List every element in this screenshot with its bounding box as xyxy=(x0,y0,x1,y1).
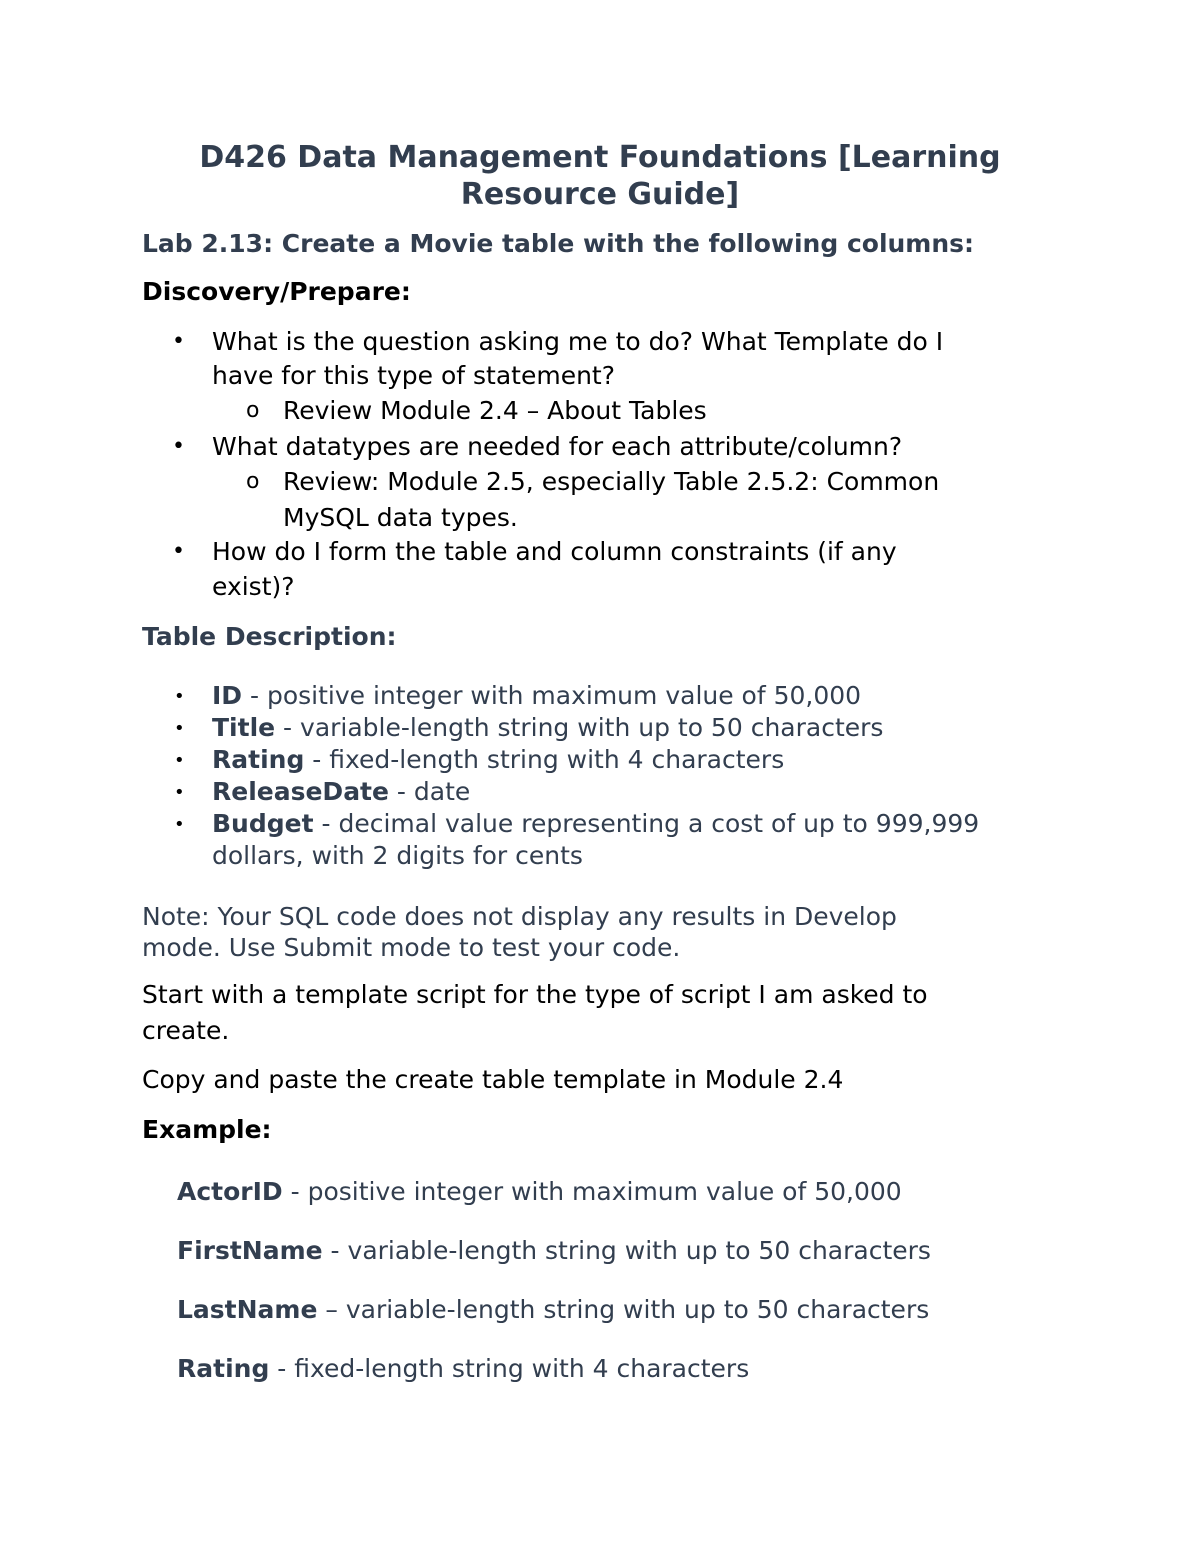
bullet-marker: • xyxy=(174,750,185,771)
example-column xyxy=(177,1293,929,1327)
column-name: ReleaseDate xyxy=(212,777,389,806)
column-description xyxy=(212,712,883,744)
bullet-marker: • xyxy=(174,782,185,803)
bullet-marker: • xyxy=(172,329,185,354)
column-name: Budget xyxy=(212,809,314,838)
column-desc: - decimal value representing a cost of up to 999,999 xyxy=(313,809,980,838)
example-column-desc: - fixed-length string with 4 characters xyxy=(269,1354,750,1383)
column-desc-continued: dollars, with 2 digits for cents xyxy=(212,841,583,870)
note-text: Note: Your SQL code does not display any results in Develop xyxy=(142,902,897,931)
example-column-name: FirstName xyxy=(177,1236,323,1265)
example-column-name: Rating xyxy=(177,1354,270,1383)
bullet-marker: • xyxy=(174,686,185,707)
column-description xyxy=(212,808,979,840)
discovery-item-text: What is the question asking me to do? What Template do I xyxy=(212,327,944,356)
example-column-name: LastName xyxy=(177,1295,318,1324)
bullet-marker: • xyxy=(174,718,185,739)
example-column xyxy=(177,1352,749,1386)
example-column xyxy=(177,1234,931,1268)
example-column-name: ActorID xyxy=(177,1177,283,1206)
bullet-marker: • xyxy=(172,434,185,459)
column-name: Title xyxy=(212,713,276,742)
discovery-item-text: have for this type of statement? xyxy=(212,361,615,390)
column-description xyxy=(212,776,470,808)
discovery-item-text: exist)? xyxy=(212,572,295,601)
instruction-text: Start with a template script for the type of script I am asked to xyxy=(142,980,928,1009)
discovery-subitem-text: MySQL data types. xyxy=(283,503,518,532)
bullet-marker: • xyxy=(172,539,185,564)
example-column-desc: – variable-length string with up to 50 characters xyxy=(317,1295,930,1324)
sub-bullet-marker: o xyxy=(246,398,260,423)
column-name: ID xyxy=(212,681,243,710)
page-title: D426 Data Management Foundations [Learning Resource Guide] xyxy=(199,140,1001,212)
table-description-heading: Table Description: xyxy=(142,622,397,651)
discovery-subitem-text: Review Module 2.4 – About Tables xyxy=(283,396,707,425)
example-column xyxy=(177,1175,902,1209)
example-heading: Example: xyxy=(142,1115,272,1144)
column-desc: - fixed-length string with 4 characters xyxy=(304,745,785,774)
column-desc: - date xyxy=(388,777,471,806)
discovery-item-text: What datatypes are needed for each attribute/column? xyxy=(212,432,903,461)
sub-bullet-marker: o xyxy=(246,469,260,494)
column-description xyxy=(212,744,784,776)
column-desc: - positive integer with maximum value of 50,000 xyxy=(242,681,862,710)
column-name: Rating xyxy=(212,745,305,774)
discovery-heading: Discovery/Prepare: xyxy=(142,277,411,306)
example-column-desc: - positive integer with maximum value of 50,000 xyxy=(282,1177,902,1206)
example-column-desc: - variable-length string with up to 50 characters xyxy=(322,1236,931,1265)
instruction-text: Copy and paste the create table template in Module 2.4 xyxy=(142,1065,844,1094)
bullet-marker: • xyxy=(174,814,185,835)
column-desc: - variable-length string with up to 50 characters xyxy=(275,713,884,742)
column-description xyxy=(212,680,861,712)
lab-heading: Lab 2.13: Create a Movie table with the following columns: xyxy=(142,229,975,258)
discovery-subitem-text: Review: Module 2.5, especially Table 2.5.2: Common xyxy=(283,467,940,496)
discovery-item-text: How do I form the table and column constraints (if any xyxy=(212,537,897,566)
instruction-text: create. xyxy=(142,1016,230,1045)
note-text: mode. Use Submit mode to test your code. xyxy=(142,933,681,962)
